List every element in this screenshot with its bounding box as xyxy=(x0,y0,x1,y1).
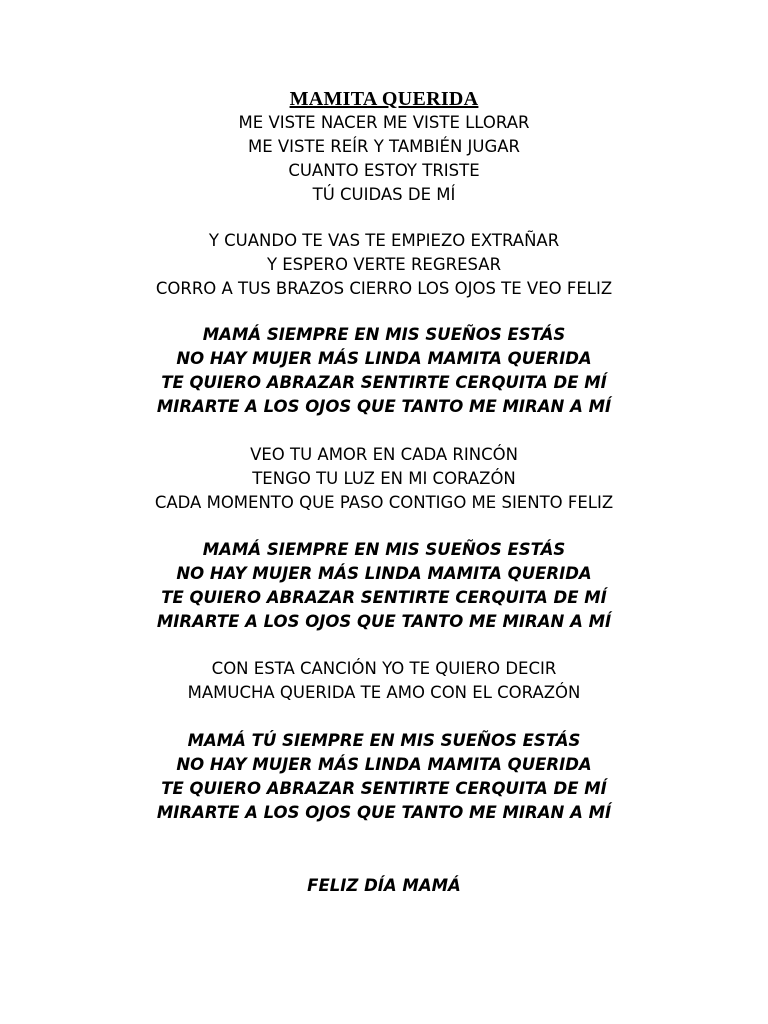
lyric-line: ME VISTE REÍR Y TAMBIÉN JUGAR xyxy=(247,137,521,156)
lyric-line: CUANTO ESTOY TRISTE xyxy=(288,161,480,180)
lyric-line: CADA MOMENTO QUE PASO CONTIGO ME SIENTO FELIZ xyxy=(154,493,614,512)
lyric-line: Y CUANDO TE VAS TE EMPIEZO EXTRAÑAR xyxy=(208,231,560,250)
verse-1 xyxy=(0,111,768,207)
chorus-2 xyxy=(0,538,768,634)
lyric-line: TENGO TU LUZ EN MI CORAZÓN xyxy=(252,469,516,488)
lyric-line: VEO TU AMOR EN CADA RINCÓN xyxy=(250,445,518,464)
chorus-1 xyxy=(0,323,768,419)
chorus-line: MIRARTE A LOS OJOS QUE TANTO ME MIRAN A MÍ xyxy=(156,612,612,631)
lyric-line: TÚ CUIDAS DE MÍ xyxy=(312,185,456,204)
lyric-line: MAMUCHA QUERIDA TE AMO CON EL CORAZÓN xyxy=(187,683,581,702)
verse-3 xyxy=(0,443,768,515)
chorus-line: TE QUIERO ABRAZAR SENTIRTE CERQUITA DE MÍ xyxy=(161,373,607,392)
chorus-line: TE QUIERO ABRAZAR SENTIRTE CERQUITA DE MÍ xyxy=(161,588,607,607)
closing-line: FELIZ DÍA MAMÁ xyxy=(307,876,461,895)
chorus-line: MIRARTE A LOS OJOS QUE TANTO ME MIRAN A MÍ xyxy=(156,803,612,822)
chorus-line: MAMÁ TÚ SIEMPRE EN MIS SUEÑOS ESTÁS xyxy=(187,731,581,750)
chorus-line: NO HAY MUJER MÁS LINDA MAMITA QUERIDA xyxy=(176,755,592,774)
chorus-line: MAMÁ SIEMPRE EN MIS SUEÑOS ESTÁS xyxy=(202,540,566,559)
song-title: MAMITA QUERIDA xyxy=(289,88,479,110)
lyric-line: Y ESPERO VERTE REGRESAR xyxy=(266,255,502,274)
chorus-line: NO HAY MUJER MÁS LINDA MAMITA QUERIDA xyxy=(176,564,592,583)
chorus-line: TE QUIERO ABRAZAR SENTIRTE CERQUITA DE MÍ xyxy=(161,779,607,798)
chorus-line: MAMÁ SIEMPRE EN MIS SUEÑOS ESTÁS xyxy=(202,325,566,344)
lyric-line: CON ESTA CANCIÓN YO TE QUIERO DECIR xyxy=(211,659,557,678)
chorus-3 xyxy=(0,729,768,825)
verse-2 xyxy=(0,229,768,301)
lyric-line: ME VISTE NACER ME VISTE LLORAR xyxy=(238,113,530,132)
lyric-line: CORRO A TUS BRAZOS CIERRO LOS OJOS TE VEO FELIZ xyxy=(155,279,613,298)
chorus-line: MIRARTE A LOS OJOS QUE TANTO ME MIRAN A MÍ xyxy=(156,397,612,416)
chorus-line: NO HAY MUJER MÁS LINDA MAMITA QUERIDA xyxy=(176,349,592,368)
verse-4 xyxy=(0,657,768,705)
